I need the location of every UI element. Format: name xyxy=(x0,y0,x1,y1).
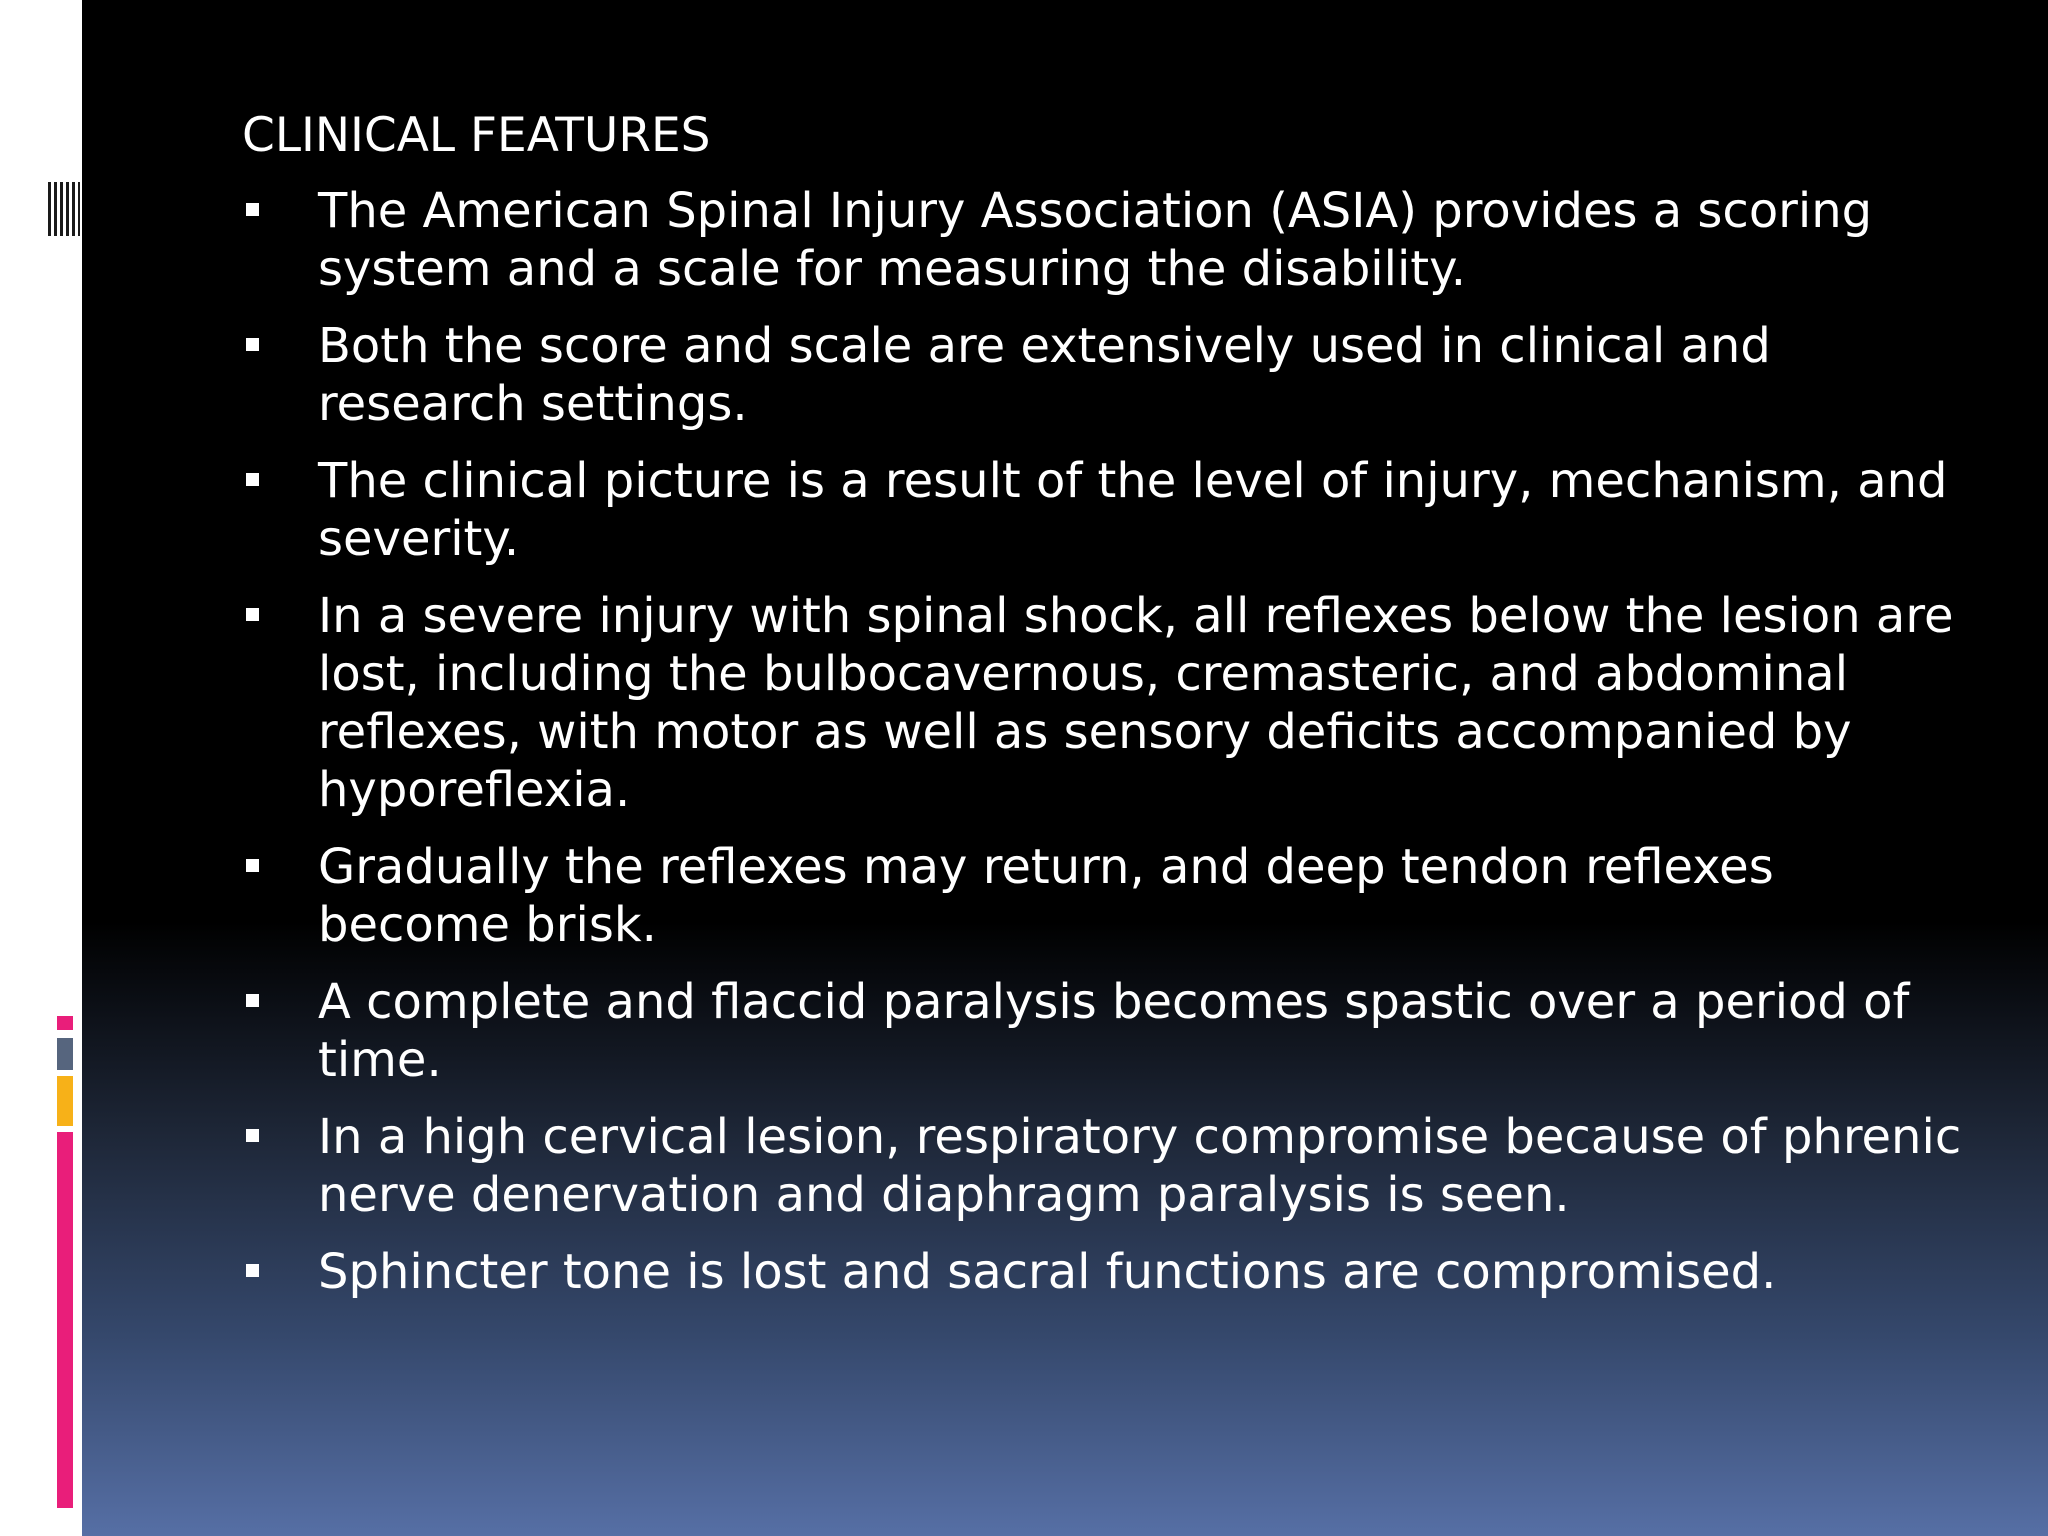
bullet-item xyxy=(242,1243,1972,1301)
square-bullet-icon xyxy=(246,473,259,486)
bullet-text: Both the score and scale are extensively used in clinical and research settings. xyxy=(318,318,1771,432)
square-bullet-icon xyxy=(246,608,259,621)
accent-bar-pink-long xyxy=(57,1132,73,1508)
bullet-text: The American Spinal Injury Association (ASIA) provides a scoring system and a scale for measuring the disability. xyxy=(318,183,1873,297)
bullet-text: A complete and flaccid paralysis becomes spastic over a period of time. xyxy=(318,974,1910,1088)
bullet-text: In a severe injury with spinal shock, all reflexes below the lesion are lost, including the bulbocavernous, cremasteric, and abdominal reflexes, with motor as well as sensory deficits accompanied by hyporeflexia. xyxy=(318,588,1954,818)
square-bullet-icon xyxy=(246,338,259,351)
square-bullet-icon xyxy=(246,203,259,216)
bullet-text: Sphincter tone is lost and sacral functions are compromised. xyxy=(318,1244,1777,1300)
left-decoration-strip xyxy=(0,0,82,1536)
bullet-item xyxy=(242,973,1972,1089)
bullet-item xyxy=(242,452,1972,568)
slide-title: CLINICAL FEATURES xyxy=(242,108,711,163)
square-bullet-icon xyxy=(246,1264,259,1277)
bullet-text: In a high cervical lesion, respiratory compromise because of phrenic nerve denervation and diaphragm paralysis is seen. xyxy=(318,1109,1962,1223)
bullet-item xyxy=(242,838,1972,954)
vertical-stripes-decoration xyxy=(48,182,80,236)
square-bullet-icon xyxy=(246,1129,259,1142)
bullet-text: The clinical picture is a result of the level of injury, mechanism, and severity. xyxy=(318,453,1948,567)
square-bullet-icon xyxy=(246,859,259,872)
bullet-list xyxy=(242,182,1972,1320)
bullet-item xyxy=(242,587,1972,819)
accent-bar-orange xyxy=(57,1076,73,1126)
bullet-text: Gradually the reflexes may return, and deep tendon reflexes become brisk. xyxy=(318,839,1774,953)
bullet-item xyxy=(242,1108,1972,1224)
accent-bar-pink-small xyxy=(57,1016,73,1030)
bullet-item xyxy=(242,182,1972,298)
accent-bar-slate xyxy=(57,1038,73,1070)
square-bullet-icon xyxy=(246,994,259,1007)
bullet-item xyxy=(242,317,1972,433)
